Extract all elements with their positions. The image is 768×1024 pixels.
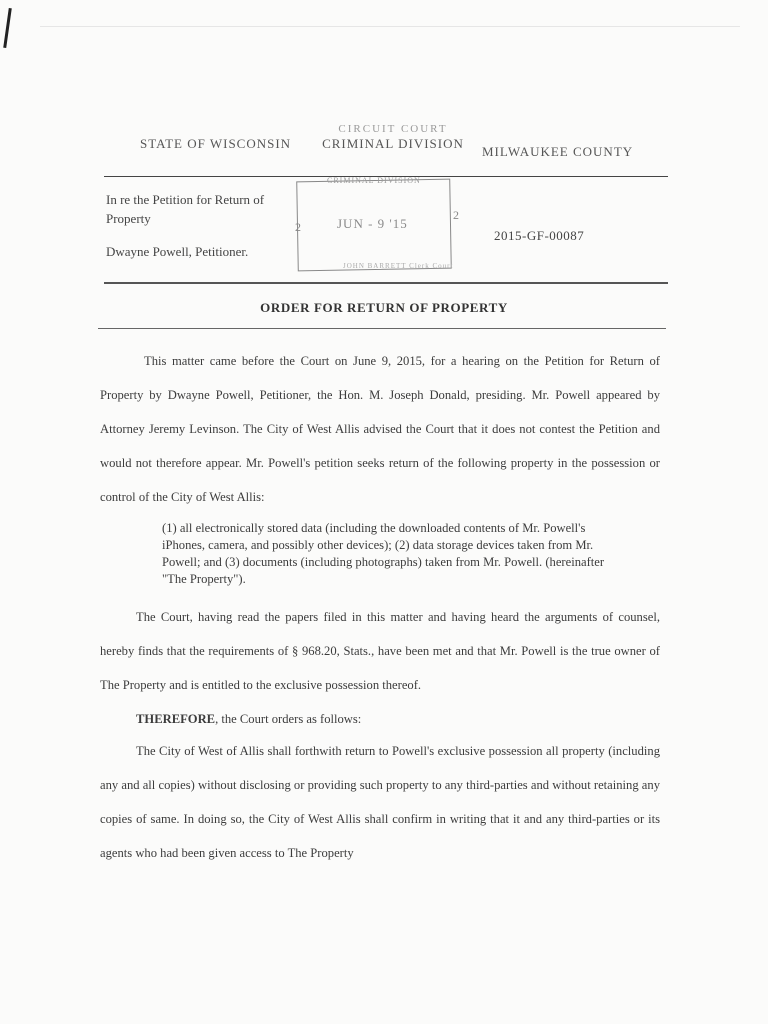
caption-court: CIRCUIT COURT [338,123,448,135]
therefore-label: THEREFORE [136,712,216,726]
scan-edge-line [40,26,740,27]
paragraph-intro: This matter came before the Court on June 9, 2015, for a hearing on the Petition for Return of Property by Dwayne Powell, Petitioner, the Hon. M. Joseph Donald, presiding. Mr. Powell appeared by Attorney Jeremy Levinson. The City of West Allis advised the Court that it does not contest the Petition and would not therefore appear. Mr. Powell's petition seeks return of the following property in the possession or control of the City of West Allis: [100,354,660,504]
caption-division: CRIMINAL DIVISION [322,136,464,151]
petitioner-text: Dwayne Powell, Petitioner. [106,244,249,259]
stamp-left-mark: 2 [295,220,301,234]
document-title: ORDER FOR RETURN OF PROPERTY [260,300,508,315]
caption-rule-bottom [104,282,668,284]
matter-text: In re the Petition for Return of Property [106,192,265,226]
paragraph-order: The City of West of Allis shall forthwith return to Powell's exclusive possession all property (including any and all copies) without disclosing or providing such property to any third-parties and without retaining any copies of same. In doing so, the City of West Allis shall confirm in writing that it and any third-parties or its agents who had been given access to The Property [100,744,660,860]
stamp-date: JUN - 9 '15 [337,216,408,231]
paragraph-therefore [136,702,660,736]
caption-court-division [318,124,468,153]
party-block [106,190,276,261]
title-rule [98,328,666,329]
scan-mark [3,8,12,48]
caption-county: MILWAUKEE COUNTY [482,144,634,159]
caption-state: STATE OF WISCONSIN [140,136,292,151]
paragraph-findings: The Court, having read the papers filed in this matter and having heard the arguments of counsel, hereby finds that the requirements of § 968.20, Stats., have been met and that Mr. Powell is the true owner of The Property and is entitled to the exclusive possession thereof. [100,610,660,692]
filed-stamp [285,170,471,280]
property-list-quote: (1) all electronically stored data (including the downloaded contents of Mr. Powell's iPhones, camera, and possibly other devices); (2) data storage devices taken from Mr. Powell; and (3) documents (including photographs) taken from Mr. Powell. (hereinafter "The Property"). [162,521,605,586]
therefore-text: , the Court orders as follows: [215,712,362,726]
case-number: 2015-GF-00087 [494,228,585,243]
stamp-right-mark: 2 [453,208,459,222]
stamp-bottom-text: JOHN BARRETT Clerk Court [343,262,454,270]
stamp-top-text: CRIMINAL DIVISION [327,176,421,185]
